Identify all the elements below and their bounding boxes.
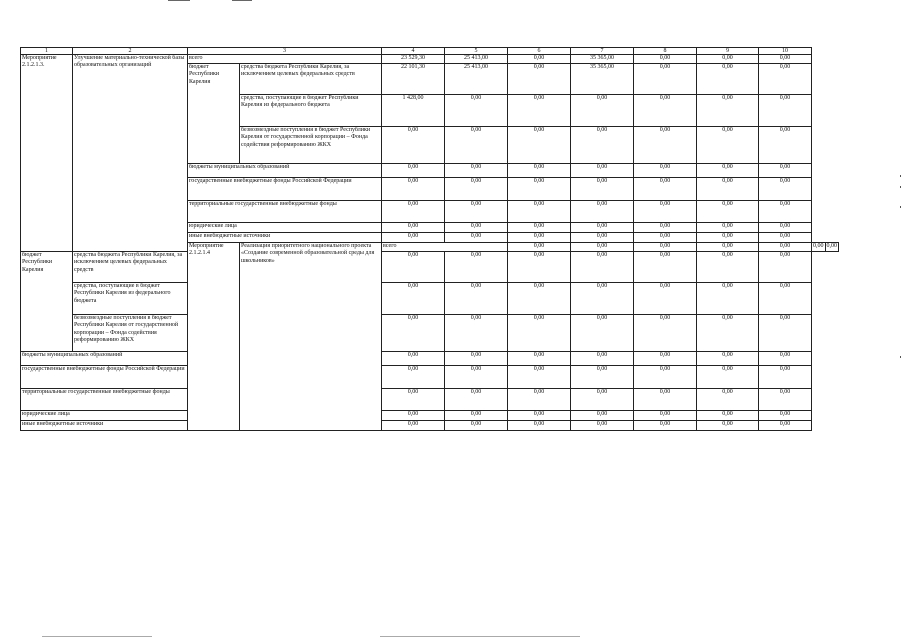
value-cell: 0,00 (759, 352, 812, 366)
value-cell: 0,00 (571, 252, 634, 283)
value-cell: 0,00 (759, 201, 812, 223)
value-cell: 0,00 (759, 389, 812, 411)
value-cell: 0,00 (445, 366, 508, 389)
value-cell: 0,00 (634, 64, 697, 95)
funding-source-label: средства, поступающие в бюджет Республики Карелия из федерального бюджета (73, 283, 188, 315)
funding-source-label: территориальные государственные внебюджетные фонды (188, 201, 382, 223)
funding-source-label: безвозмездные поступления в бюджет Республики Карелия от государственной корпорации – Фонда содействия реформированию ЖКХ (73, 315, 188, 352)
value-cell: 0,00 (571, 366, 634, 389)
value-cell: 0,00 (634, 252, 697, 283)
value-cell: 0,00 (445, 95, 508, 127)
measure-name: Реализация приоритетного национального проекта «Создание современной образовательной среды для школьников» (240, 243, 382, 431)
value-cell: 0,00 (571, 164, 634, 178)
value-cell: 0,00 (508, 233, 571, 243)
value-cell: 0,00 (759, 283, 812, 315)
value-cell: 0,00 (697, 127, 759, 164)
value-cell: 0,00 (445, 389, 508, 411)
scan-tick (900, 175, 901, 177)
value-cell: 0,00 (571, 315, 634, 352)
value-cell: 0,00 (445, 201, 508, 223)
value-cell: 0,00 (697, 233, 759, 243)
funding-source-label: государственные внебюджетные фонды Российской Федерации (188, 178, 382, 201)
value-cell: 0,00 (445, 252, 508, 283)
value-cell: 0,00 (634, 164, 697, 178)
value-cell: 0,00 (508, 252, 571, 283)
value-cell: 0,00 (382, 283, 445, 315)
value-cell: 0,00 (508, 366, 571, 389)
funding-source-label: иные внебюджетные источники (188, 233, 382, 243)
value-cell: 0,00 (634, 95, 697, 127)
value-cell: 0,00 (508, 223, 571, 233)
value-cell: 25 413,00 (445, 64, 508, 95)
funding-source-label: средства, поступающие в бюджет Республики Карелия из федерального бюджета (240, 95, 382, 127)
value-cell: 0,00 (697, 95, 759, 127)
rk-budget-row (21, 252, 839, 283)
value-cell: 0,00 (697, 252, 759, 283)
scan-line-top-left (168, 0, 190, 1)
value-cell: 0,00 (445, 127, 508, 164)
value-cell: 0,00 (445, 283, 508, 315)
column-header-10: 10 (759, 48, 812, 55)
value-cell: 0,00 (571, 421, 634, 431)
scan-line-top-mid (232, 0, 252, 1)
value-cell: 0,00 (508, 315, 571, 352)
budget-rk-label: бюджет Республики Карелия (21, 252, 73, 352)
value-cell: 0,00 (445, 164, 508, 178)
value-cell: 0,00 (759, 55, 812, 64)
value-cell: 0,00 (508, 55, 571, 64)
funding-source-label: средства бюджета Республики Карелия, за исключением целевых федеральных средств (73, 252, 188, 283)
funding-source-row (21, 421, 839, 431)
value-cell: 0,00 (634, 421, 697, 431)
value-cell: 0,00 (759, 223, 812, 233)
value-cell: 0,00 (697, 201, 759, 223)
value-cell: 0,00 (571, 243, 634, 252)
rk-budget-row (21, 283, 839, 315)
value-cell: 0,00 (812, 243, 826, 252)
header-row (21, 48, 839, 55)
value-cell: 0,00 (759, 127, 812, 164)
budget-table (20, 47, 839, 431)
funding-source-label: безвозмездные поступления в бюджет Республики Карелия от государственной корпорации – Фонда содействия реформированию ЖКХ (240, 127, 382, 164)
value-cell: 0,00 (571, 352, 634, 366)
value-cell: 0,00 (697, 283, 759, 315)
measure-name: Улучшение материально-технической базы образовательных организаций (73, 55, 188, 252)
value-cell: 0,00 (759, 421, 812, 431)
value-cell: 0,00 (759, 178, 812, 201)
value-cell: 0,00 (382, 411, 445, 421)
value-cell: 0,00 (634, 352, 697, 366)
column-header-8: 8 (634, 48, 697, 55)
group-total-row (21, 55, 839, 64)
value-cell: 0,00 (571, 178, 634, 201)
value-cell: 25 413,00 (445, 55, 508, 64)
funding-source-row (21, 366, 839, 389)
rk-budget-row (21, 315, 839, 352)
value-cell: 0,00 (571, 127, 634, 164)
value-cell: 0,00 (508, 411, 571, 421)
total-label: всего (188, 55, 382, 64)
funding-source-row (21, 411, 839, 421)
value-cell: 0,00 (445, 421, 508, 431)
value-cell: 0,00 (445, 352, 508, 366)
value-cell: 0,00 (382, 352, 445, 366)
scan-tick (900, 356, 901, 358)
value-cell: 0,00 (571, 223, 634, 233)
value-cell: 0,00 (571, 283, 634, 315)
funding-source-label: юридические лица (21, 411, 188, 421)
value-cell: 0,00 (571, 95, 634, 127)
value-cell: 0,00 (697, 366, 759, 389)
value-cell: 0,00 (508, 164, 571, 178)
value-cell: 0,00 (382, 178, 445, 201)
value-cell: 0,00 (634, 178, 697, 201)
value-cell: 0,00 (697, 315, 759, 352)
value-cell: 0,00 (382, 127, 445, 164)
value-cell: 0,00 (382, 223, 445, 233)
value-cell: 0,00 (382, 252, 445, 283)
measure-code: Мероприятие 2.1.2.1.4 (188, 243, 240, 431)
value-cell: 0,00 (697, 64, 759, 95)
value-cell: 0,00 (382, 201, 445, 223)
column-header-1: 1 (21, 48, 73, 55)
value-cell: 0,00 (759, 164, 812, 178)
value-cell: 0,00 (759, 95, 812, 127)
column-header-3: 3 (188, 48, 382, 55)
value-cell: 0,00 (508, 127, 571, 164)
value-cell: 0,00 (445, 178, 508, 201)
scan-tick (900, 186, 901, 188)
measure-code: Мероприятие 2.1.2.1.3. (21, 55, 73, 252)
value-cell: 0,00 (445, 411, 508, 421)
value-cell: 0,00 (508, 283, 571, 315)
value-cell: 0,00 (508, 64, 571, 95)
column-header-6: 6 (508, 48, 571, 55)
value-cell: 0,00 (382, 164, 445, 178)
value-cell: 0,00 (759, 252, 812, 283)
value-cell: 0,00 (571, 389, 634, 411)
value-cell: 0,00 (382, 389, 445, 411)
value-cell: 0,00 (508, 95, 571, 127)
value-cell: 0,00 (571, 411, 634, 421)
column-header-4: 4 (382, 48, 445, 55)
value-cell: 0,00 (634, 201, 697, 223)
value-cell: 35 365,00 (571, 64, 634, 95)
value-cell: 0,00 (697, 421, 759, 431)
budget-rk-label: бюджет Республики Карелия (188, 64, 240, 164)
value-cell: 35 365,00 (571, 55, 634, 64)
value-cell: 0,00 (634, 366, 697, 389)
value-cell: 0,00 (634, 411, 697, 421)
value-cell: 0,00 (697, 352, 759, 366)
value-cell: 0,00 (508, 243, 571, 252)
funding-source-label: территориальные государственные внебюджетные фонды (21, 389, 188, 411)
column-header-7: 7 (571, 48, 634, 55)
value-cell: 0,00 (759, 233, 812, 243)
value-cell: 0,00 (697, 243, 759, 252)
value-cell: 0,00 (634, 315, 697, 352)
value-cell: 0,00 (634, 223, 697, 233)
value-cell: 0,00 (508, 421, 571, 431)
total-label: всего (382, 243, 508, 252)
value-cell: 0,00 (382, 366, 445, 389)
value-cell: 0,00 (508, 352, 571, 366)
value-cell: 0,00 (697, 389, 759, 411)
funding-source-label: бюджеты муниципальных образований (188, 164, 382, 178)
value-cell: 0,00 (634, 243, 697, 252)
value-cell: 0,00 (571, 201, 634, 223)
value-cell: 0,00 (634, 283, 697, 315)
value-cell: 0,00 (697, 55, 759, 64)
value-cell: 0,00 (634, 233, 697, 243)
value-cell: 0,00 (697, 178, 759, 201)
value-cell: 0,00 (697, 411, 759, 421)
value-cell: 0,00 (697, 164, 759, 178)
column-header-2: 2 (73, 48, 188, 55)
value-cell: 0,00 (508, 389, 571, 411)
funding-source-label: юридические лица (188, 223, 382, 233)
scan-line-bottom-mid (380, 636, 580, 637)
funding-source-row (21, 389, 839, 411)
value-cell: 0,00 (382, 233, 445, 243)
value-cell: 0,00 (759, 64, 812, 95)
scan-tick (900, 206, 901, 208)
value-cell: 23 529,30 (382, 55, 445, 64)
value-cell: 0,00 (759, 243, 812, 252)
column-header-9: 9 (697, 48, 759, 55)
value-cell: 0,00 (508, 178, 571, 201)
value-cell: 0,00 (759, 315, 812, 352)
value-cell: 0,00 (571, 233, 634, 243)
funding-source-label: бюджеты муниципальных образований (21, 352, 188, 366)
value-cell: 0,00 (634, 127, 697, 164)
value-cell: 0,00 (759, 366, 812, 389)
value-cell: 0,00 (382, 315, 445, 352)
scan-line-bottom-left (42, 636, 152, 637)
funding-source-row (21, 352, 839, 366)
column-header-5: 5 (445, 48, 508, 55)
value-cell: 0,00 (634, 55, 697, 64)
value-cell: 0,00 (445, 223, 508, 233)
value-cell: 0,00 (445, 233, 508, 243)
value-cell: 0,00 (825, 243, 839, 252)
value-cell: 0,00 (382, 421, 445, 431)
value-cell: 1 428,00 (382, 95, 445, 127)
funding-source-label: иные внебюджетные источники (21, 421, 188, 431)
value-cell: 0,00 (508, 201, 571, 223)
value-cell: 0,00 (697, 223, 759, 233)
funding-source-label: средства бюджета Республики Карелия, за исключением целевых федеральных средств (240, 64, 382, 95)
value-cell: 0,00 (445, 315, 508, 352)
value-cell: 0,00 (634, 389, 697, 411)
value-cell: 0,00 (759, 411, 812, 421)
funding-source-label: государственные внебюджетные фонды Российской Федерации (21, 366, 188, 389)
value-cell: 22 101,30 (382, 64, 445, 95)
